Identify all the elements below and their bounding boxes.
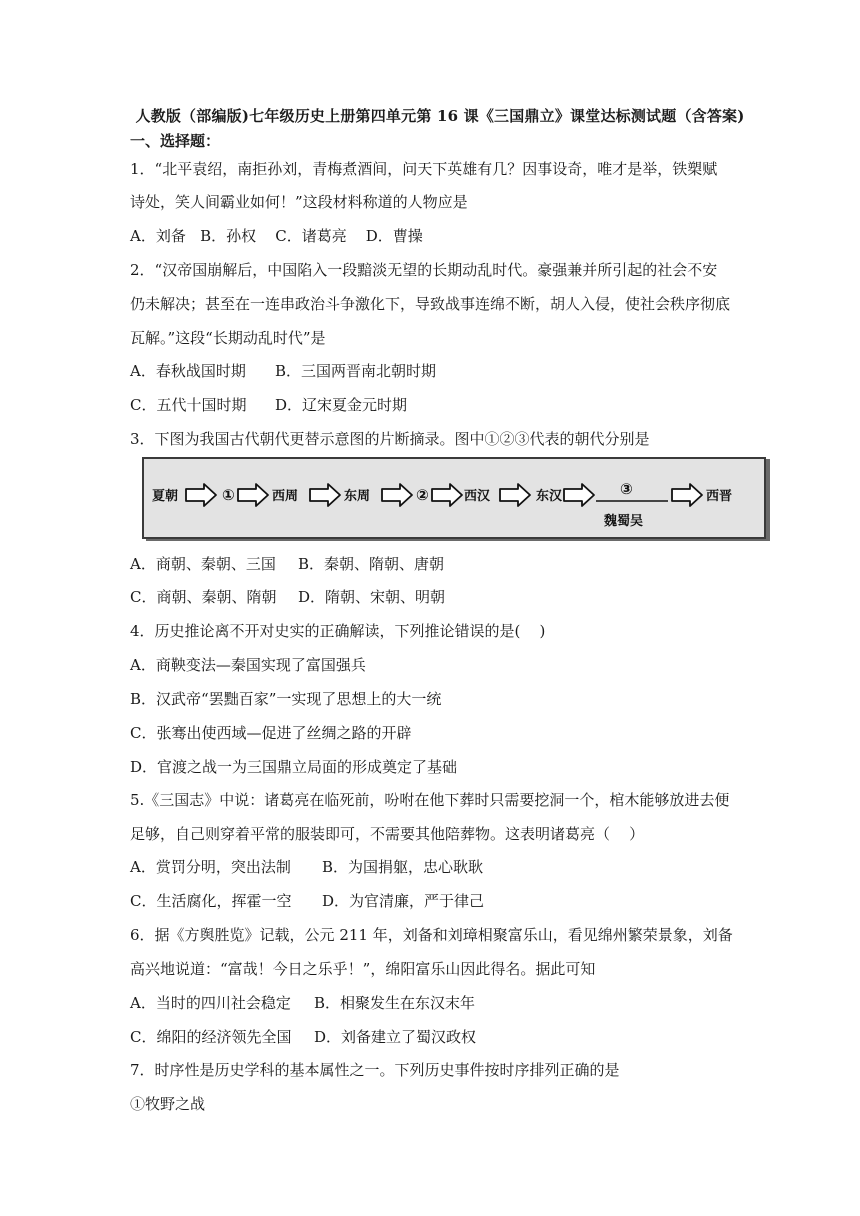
question-4-option-a: A．商鞅变法—秦国实现了富国强兵 <box>130 656 366 674</box>
question-6-option-a: A．当时的四川社会稳定 <box>130 994 291 1012</box>
diagram-item-donghan: 东汉 <box>536 489 563 504</box>
question-6-option-c: C．绵阳的经济领先全国 <box>130 1028 292 1046</box>
question-5-line-1: 5.《三国志》中说：诸葛亮在临死前，吩咐在他下葬时只需要挖洞一个，棺木能够放进去便 <box>130 791 730 809</box>
question-6-line-2: 高兴地说道：“富哉！今日之乐乎！”，绵阳富乐山因此得名。据此可知 <box>130 960 596 978</box>
page-title: 人教版（部编版)七年级历史上册第四单元第 16 课《三国鼎立》课堂达标测试题（含答案) <box>135 107 745 125</box>
diagram-note: 魏蜀吴 <box>604 514 644 529</box>
question-3-option-b: B．秦朝、隋朝、唐朝 <box>298 555 445 573</box>
question-4-option-c: C．张骞出使西域—促进了丝绸之路的开辟 <box>130 724 412 742</box>
section-heading: 一、选择题： <box>130 132 221 150</box>
arrow-icon <box>310 484 340 506</box>
arrow-icon <box>564 484 594 506</box>
question-2-option-d: D．辽宋夏金元时期 <box>275 396 408 414</box>
arrow-icon <box>432 484 462 506</box>
diagram-item-xia: 夏朝 <box>152 489 179 504</box>
arrow-icon <box>500 484 530 506</box>
diagram-item-xihan: 西汉 <box>464 489 491 504</box>
question-2-option-b: B．三国两晋南北朝时期 <box>275 362 437 380</box>
question-2-line-3: 瓦解。”这段“长期动乱时代”是 <box>130 329 326 347</box>
arrow-icon <box>672 484 702 506</box>
question-5-option-a: A．赏罚分明，突出法制 <box>130 858 291 876</box>
question-4-option-b: B．汉武帝“罢黜百家”一实现了思想上的大一统 <box>130 690 442 708</box>
dynasty-diagram-svg <box>144 459 764 537</box>
question-1-options: A．刘备 B．孙权 C．诸葛亮 D．曹操 <box>130 227 423 245</box>
question-3-option-d: D．隋朝、宋朝、明朝 <box>298 588 446 606</box>
question-2-line-1: 2．“汉帝国崩解后，中国陷入一段黯淡无望的长期动乱时代。豪强兼并所引起的社会不安 <box>130 261 718 279</box>
question-4-line-1: 4．历史推论离不开对史实的正确解读，下列推论错误的是( ) <box>130 622 546 640</box>
question-6-option-d: D．刘备建立了蜀汉政权 <box>314 1028 477 1046</box>
dynasty-diagram <box>142 457 766 539</box>
question-7-line-1: 7．时序性是历史学科的基本属性之一。下列历史事件按时序排列正确的是 <box>130 1061 620 1079</box>
question-3-line-1: 3．下图为我国古代朝代更替示意图的片断摘录。图中①②③代表的朝代分别是 <box>130 430 650 448</box>
question-5-option-b: B．为国捐躯，忠心耿耿 <box>322 858 484 876</box>
arrow-icon <box>238 484 268 506</box>
question-2-line-2: 仍未解决；甚至在一连串政治斗争激化下，导致战事连绵不断，胡人入侵，使社会秩序彻底 <box>130 295 731 313</box>
question-6-line-1: 6．据《方舆胜览》记载，公元 211 年，刘备和刘璋相聚富乐山，看见绵州繁荣景象，刘备 <box>130 926 733 944</box>
diagram-item-xijin: 西晋 <box>706 489 733 504</box>
diagram-item-dongzhou: 东周 <box>344 489 371 504</box>
question-5-option-c: C．生活腐化，挥霍一空 <box>130 892 292 910</box>
arrow-icon <box>382 484 412 506</box>
diagram-item-xizhou: 西周 <box>272 489 299 504</box>
diagram-item-3: ③ <box>620 480 633 498</box>
diagram-item-1: ① <box>222 486 235 504</box>
question-4-option-d: D．官渡之战一为三国鼎立局面的形成奠定了基础 <box>130 758 458 776</box>
question-3-option-c: C．商朝、秦朝、隋朝 <box>130 588 277 606</box>
question-5-option-d: D．为官清廉，严于律己 <box>322 892 485 910</box>
question-7-item-1: ①牧野之战 <box>130 1095 206 1113</box>
question-5-line-2: 足够，自己则穿着平常的服装即可，不需要其他陪葬物。这表明诸葛亮（ ） <box>130 825 645 843</box>
diagram-item-2: ② <box>416 486 429 504</box>
question-1-line-1: 1．“北平袁绍，南拒孙刘，青梅煮酒间，问天下英雄有几？因事设奇，唯才是举，铁槊赋 <box>130 160 718 178</box>
arrow-icon <box>186 484 216 506</box>
question-2-option-c: C．五代十国时期 <box>130 396 247 414</box>
question-6-option-b: B．相聚发生在东汉末年 <box>314 994 476 1012</box>
question-2-option-a: A．春秋战国时期 <box>130 362 246 380</box>
question-3-option-a: A．商朝、秦朝、三国 <box>130 555 276 573</box>
question-1-line-2: 诗处，笑人间霸业如何！”这段材料称道的人物应是 <box>130 193 468 211</box>
